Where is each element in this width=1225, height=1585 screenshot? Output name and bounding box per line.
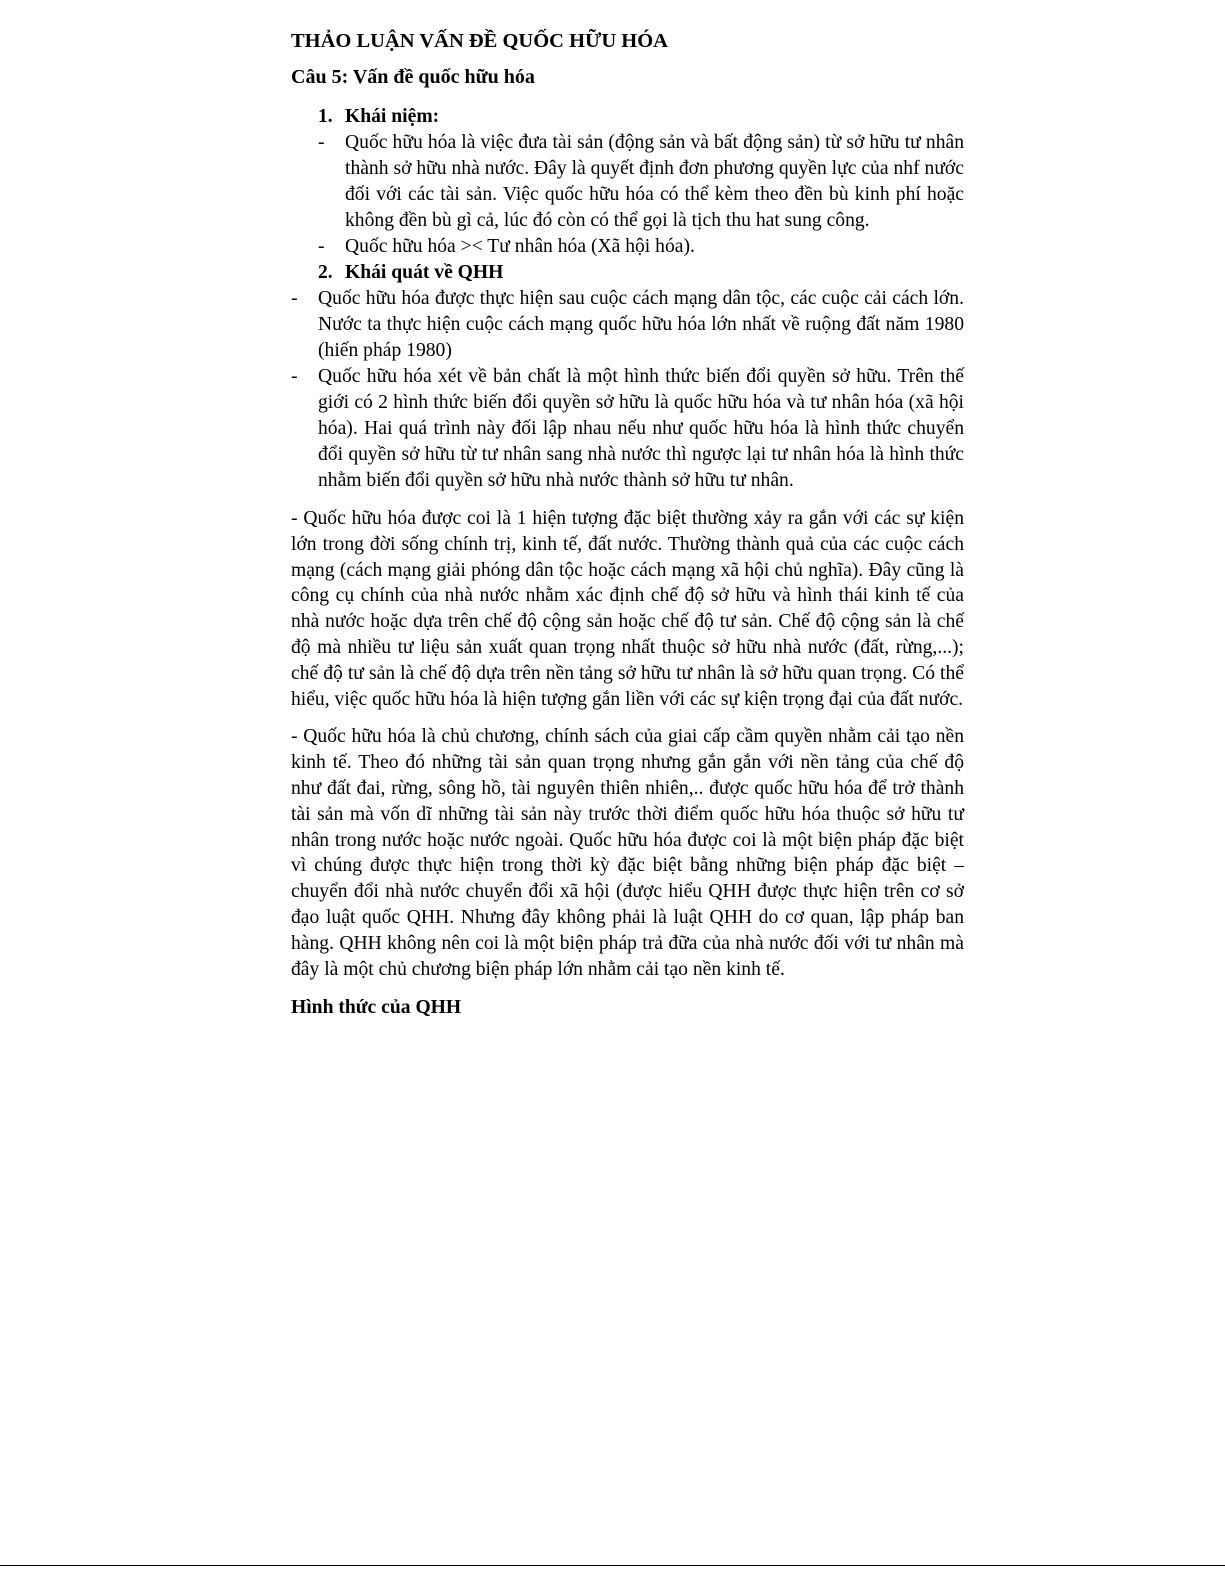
- bullet-text: Quốc hữu hóa xét về bản chất là một hình thức biến đổi quyền sở hữu. Trên thế giới có 2 hình thức biến đổi quyền sở hữu là quốc hữu hóa và tư nhân hóa (xã hội hóa). Hai quá trình này đối lập nhau nếu như quốc hữu hóa là hình thức chuyển đổi quyền sở hữu từ tư nhân sang nhà nước thì ngược lại tư nhân hóa là hình thức nhằm biến đổi quyền sở hữu nhà nước thành sở hữu tư nhân.: [318, 366, 964, 491]
- body-paragraph: - Quốc hữu hóa là chủ chương, chính sách của giai cấp cầm quyền nhằm cải tạo nền kinh tế. Theo đó những tài sản quan trọng nhưng gắn gắn với nền tảng của chế độ như đất đai, rừng, sông hồ, tài nguyên thiên nhiên,.. được quốc hữu hóa để trở thành tài sản mà vốn dĩ những tài sản này trước thời điểm quốc hữu hóa thuộc sở hữu tư nhân trong nước hoặc nước ngoài. Quốc hữu hóa được coi là một biện pháp đặc biệt vì chúng được thực hiện trong thời kỳ đặc biệt bằng những biện pháp đặc biệt – chuyển đổi nhà nước chuyển đổi xã hội (được hiểu QHH được thực hiện trên cơ sở đạo luật quốc QHH. Nhưng đây không phải là luật QHH do cơ quan, lập pháp ban hàng. QHH không nên coi là một biện pháp trả đữa của nhà nước đối với tư nhân mà đây là một chủ chương biện pháp lớn nhằm cải tạo nền kinh tế.: [291, 726, 964, 980]
- section-1-heading: [318, 104, 964, 130]
- section-1-bullet: [318, 234, 964, 260]
- document-page: [291, 28, 964, 1021]
- bullet-text: Quốc hữu hóa là việc đưa tài sản (động sản và bất động sản) từ sở hữu tư nhân thành sở hữu nhà nước. Đây là quyết định đơn phương quyền lực của nhf nước đối với các tài sản. Việc quốc hữu hóa có thể kèm theo đền bù kinh phí hoặc không đền bù gì cả, lúc đó còn có thể gọi là tịch thu hat sung công.: [345, 132, 964, 231]
- section-2-title: Khái quát về QHH: [345, 262, 504, 283]
- bullet-text: Quốc hữu hóa >< Tư nhân hóa (Xã hội hóa).: [345, 236, 695, 257]
- bullet-dash: -: [318, 132, 325, 153]
- bullet-dash: -: [291, 366, 298, 387]
- section-1-title: Khái niệm:: [345, 106, 440, 127]
- section-2-heading: [318, 260, 964, 286]
- section-heading-forms: Hình thức của QHH: [291, 997, 462, 1019]
- section-1-number: 1.: [318, 106, 333, 127]
- bullet-dash: -: [318, 236, 325, 257]
- document-title: THẢO LUẬN VẤN ĐỀ QUỐC HỮU HÓA: [291, 30, 668, 52]
- page-bottom-divider: [0, 1565, 1225, 1566]
- bullet-dash: -: [291, 288, 298, 309]
- question-heading: Câu 5: Vấn đề quốc hữu hóa: [291, 66, 535, 88]
- bullet-text: Quốc hữu hóa được thực hiện sau cuộc cách mạng dân tộc, các cuộc cải cách lớn. Nước ta thực hiện cuộc cách mạng quốc hữu hóa lớn nhất về ruộng đất năm 1980 (hiến pháp 1980): [318, 288, 964, 361]
- section-1-bullet: [318, 130, 964, 234]
- section-2-bullet: [291, 286, 964, 364]
- section-2-bullet: [291, 364, 964, 494]
- section-2-number: 2.: [318, 262, 333, 283]
- body-paragraph: - Quốc hữu hóa được coi là 1 hiện tượng đặc biệt thường xảy ra gắn với các sự kiện lớn trong đời sống chính trị, kinh tế, đất nước. Thường thành quả của các cuộc cách mạng (cách mạng giải phóng dân tộc hoặc cách mạng xã hội chủ nghĩa). Đây cũng là công cụ chính của nhà nước nhằm xác định chế độ sở hữu và hình thái kinh tế của nhà nước hoặc dựa trên chế độ cộng sản hoặc chế độ tư sản. Chế độ cộng sản là chế độ mà nhiều tư liệu sản xuất quan trọng nhất thuộc sở hữu nhà nước (đất, rừng,...); chế độ tư sản là chế độ dựa trên nền tảng sở hữu tư nhân là sở hữu quan trọng. Có thể hiểu, việc quốc hữu hóa là hiện tượng gắn liền với các sự kiện trọng đại của đất nước.: [291, 508, 964, 710]
